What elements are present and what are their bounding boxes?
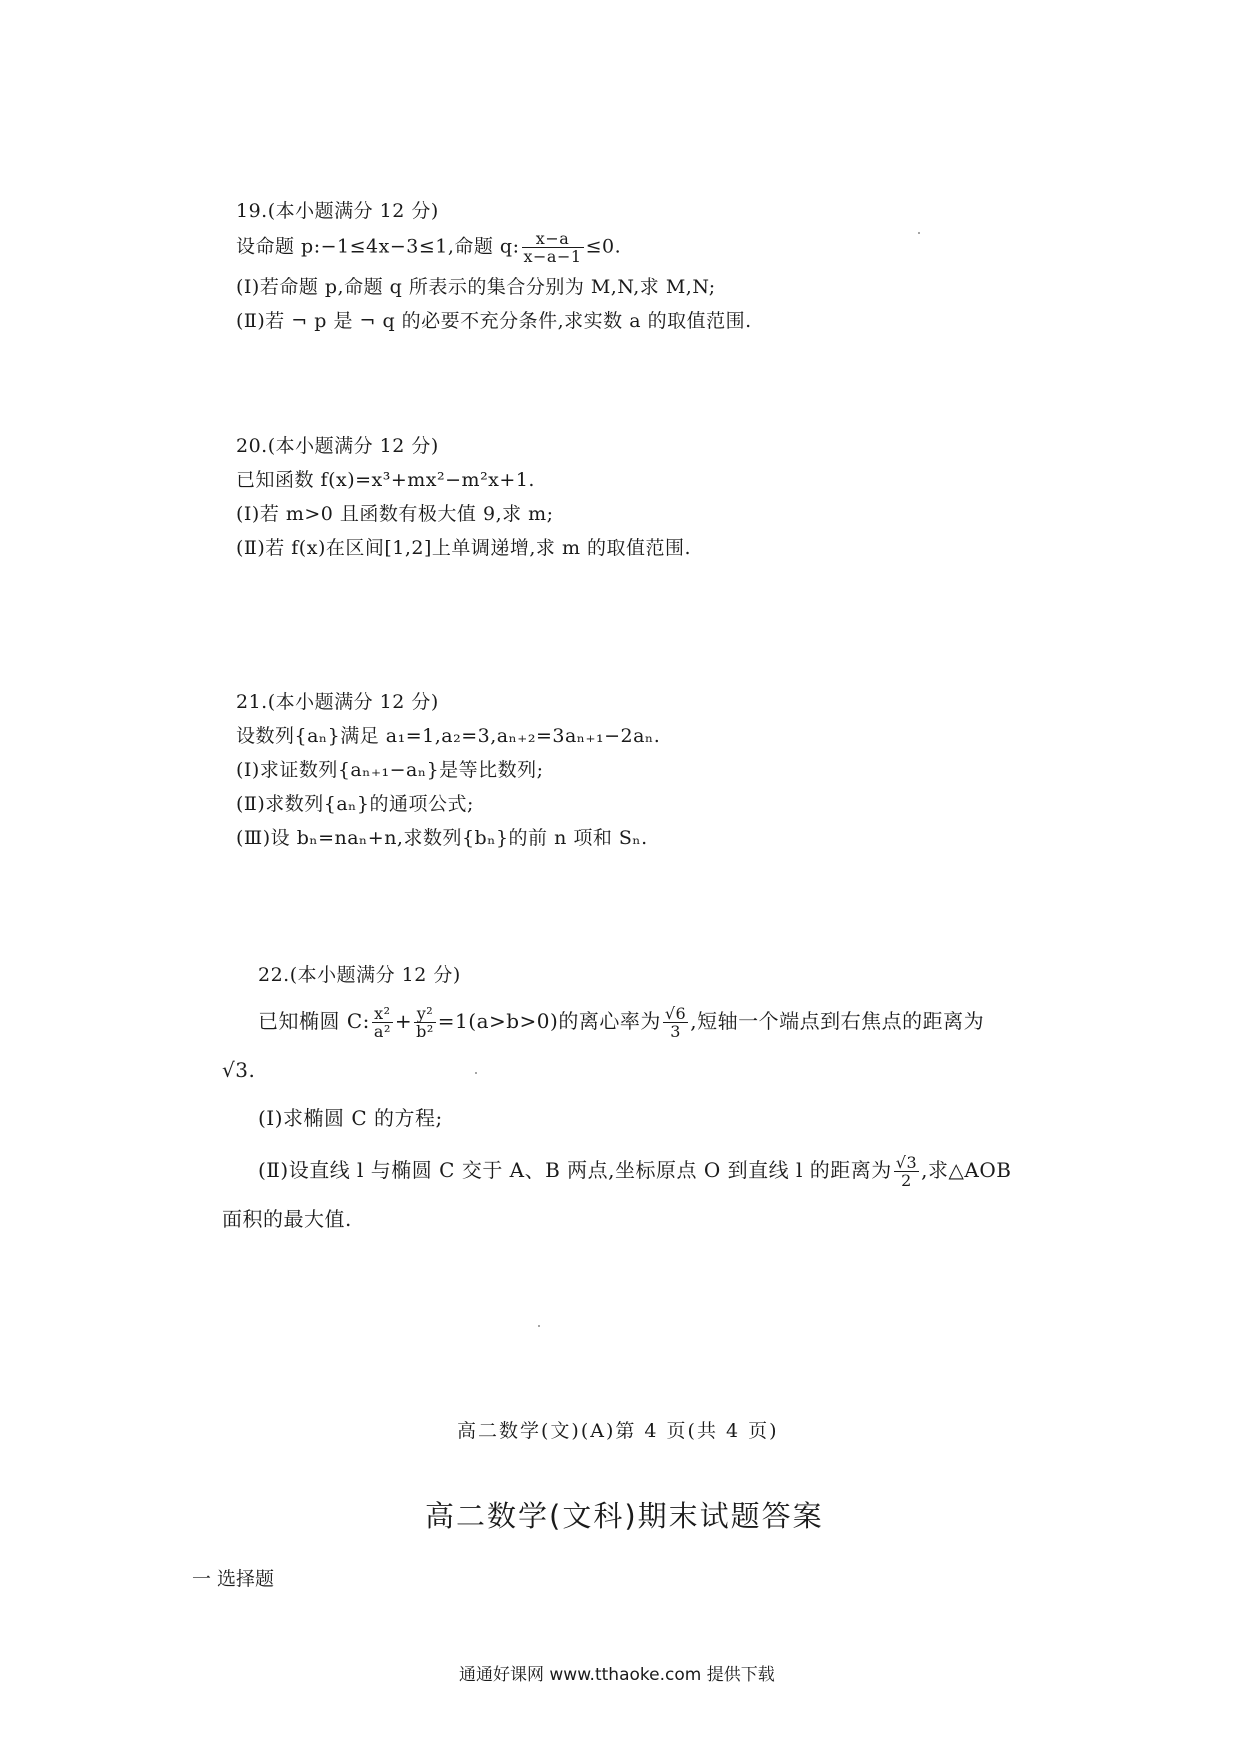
q22-fraction-y-denominator: b² [416, 1022, 434, 1041]
q22-fraction-distance-denominator: 2 [901, 1171, 912, 1190]
q19-part1: (Ⅰ)若命题 p,命题 q 所表示的集合分别为 M,N,求 M,N; [236, 276, 716, 298]
q21-part3: (Ⅲ)设 bₙ=naₙ+n,求数列{bₙ}的前 n 项和 Sₙ. [236, 827, 648, 849]
q22-fraction-distance [894, 1154, 919, 1189]
q22-fraction-eccentricity-numerator: √6 [664, 1004, 687, 1023]
q19-part2: (Ⅱ)若 ¬ p 是 ¬ q 的必要不充分条件,求实数 a 的取值范围. [236, 310, 752, 332]
q22-fraction-x-numerator: x² [372, 1005, 393, 1023]
q22-stem-continued: √3. [222, 1058, 256, 1082]
q22-fraction-x [372, 1005, 393, 1040]
q22-stem-middle: =1(a>b>0)的离心率为 [437, 1009, 661, 1033]
q22-stem-end: ,短轴一个端点到右焦点的距离为 [690, 1009, 985, 1033]
q22-stem [258, 1005, 984, 1040]
page-footer: 高二数学(文)(A)第 4 页(共 4 页) [457, 1420, 779, 1442]
scan-speck [475, 1072, 477, 1074]
q19-heading: 19.(本小题满分 12 分) [236, 200, 439, 222]
q21-stem: 设数列{aₙ}满足 a₁=1,a₂=3,aₙ₊₂=3aₙ₊₁−2aₙ. [236, 725, 661, 747]
q19-stem-text: 设命题 p:−1≤4x−3≤1,命题 q: [236, 235, 520, 258]
q22-part1: (Ⅰ)求椭圆 C 的方程; [258, 1106, 443, 1130]
q22-fraction-eccentricity-denominator: 3 [670, 1022, 681, 1041]
q21-heading: 21.(本小题满分 12 分) [236, 691, 439, 713]
q21-part1: (Ⅰ)求证数列{aₙ₊₁−aₙ}是等比数列; [236, 759, 544, 781]
scan-speck [538, 1325, 540, 1327]
q22-part2 [258, 1154, 1011, 1189]
q22-plus: + [394, 1009, 413, 1033]
q19-fraction-numerator: x−a [522, 230, 584, 248]
q22-part2-tail: ,求△AOB [921, 1158, 1012, 1182]
q19-stem-tail: ≤0. [585, 235, 622, 258]
q22-fraction-y-numerator: y² [414, 1005, 436, 1023]
q19-fraction [522, 230, 584, 265]
download-credit: 通通好课网 www.tthaoke.com 提供下载 [459, 1665, 775, 1685]
q20-heading: 20.(本小题满分 12 分) [236, 435, 439, 457]
scan-speck [918, 232, 920, 234]
q22-heading: 22.(本小题满分 12 分) [258, 964, 461, 986]
q22-part2-text: (Ⅱ)设直线 l 与椭圆 C 交于 A、B 两点,坐标原点 O 到直线 l 的距离为 [258, 1158, 892, 1182]
q19-stem [236, 230, 621, 265]
q21-part2: (Ⅱ)求数列{aₙ}的通项公式; [236, 793, 474, 815]
q20-part1: (Ⅰ)若 m>0 且函数有极大值 9,求 m; [236, 503, 554, 525]
q22-fraction-eccentricity [663, 1005, 688, 1040]
q22-stem-text: 已知椭圆 C: [258, 1009, 370, 1033]
answer-title: 高二数学(文科)期末试题答案 [425, 1499, 824, 1533]
q22-part2-continued: 面积的最大值. [222, 1207, 352, 1231]
q22-fraction-distance-numerator: √3 [895, 1153, 918, 1172]
q20-part2: (Ⅱ)若 f(x)在区间[1,2]上单调递增,求 m 的取值范围. [236, 537, 692, 559]
section-one-label: 一 选择题 [192, 1568, 275, 1590]
q22-fraction-y [414, 1005, 436, 1040]
q22-fraction-x-denominator: a² [373, 1022, 391, 1041]
q20-stem: 已知函数 f(x)=x³+mx²−m²x+1. [236, 469, 535, 491]
q19-fraction-denominator: x−a−1 [523, 247, 582, 266]
